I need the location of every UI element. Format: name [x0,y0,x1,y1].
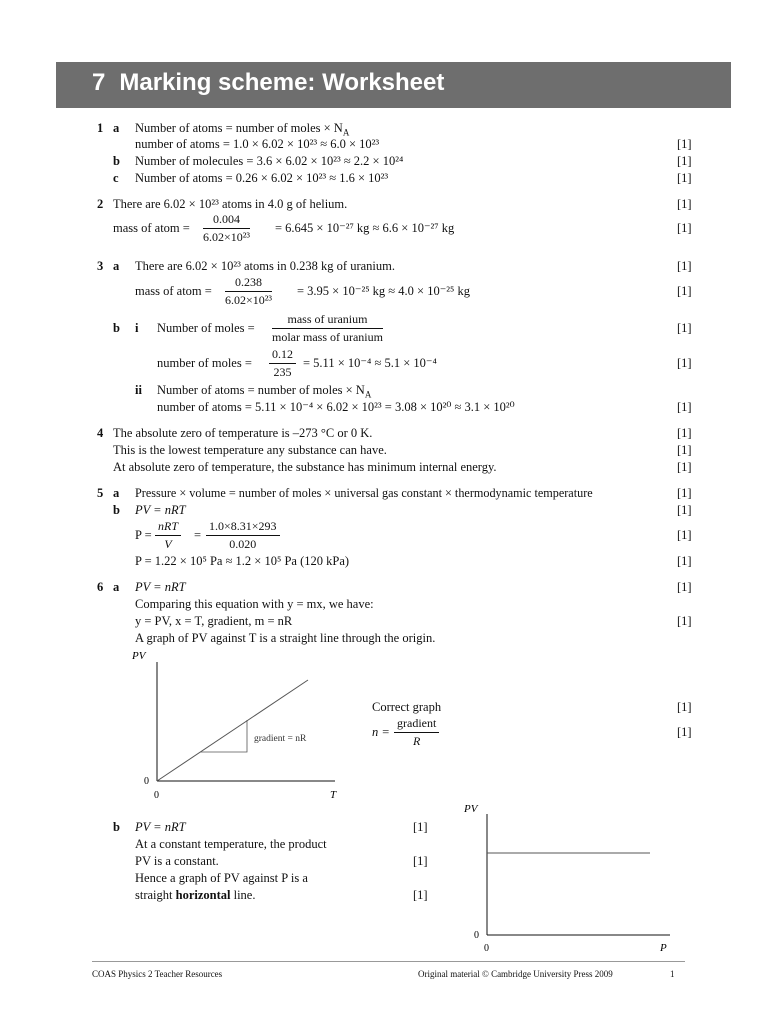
fraction-denominator: 6.02×10²³ [203,230,250,244]
q6a-line1: PV = nRT [135,580,186,594]
q3bi-line2-fraction [269,347,296,380]
q6a-line3: y = PV, x = T, gradient, m = nR [135,614,293,628]
footer-divider [92,961,685,962]
q4-number: 4 [97,426,104,440]
q6b-line5: straight horizontal line. [135,888,256,902]
page-number: 1 [670,969,675,979]
graph-b-x-label: P [660,942,667,954]
q3bi-fraction [272,312,383,345]
footer-copyright: Original material © Cambridge University Press 2009 [418,969,613,979]
mark: [1] [677,426,692,440]
graph-b-origin-x: 0 [484,943,489,954]
graph-pv-vs-p [460,800,685,955]
q3-number: 3 [97,259,104,273]
q6b-line4: Hence a graph of PV against P is a [135,871,308,885]
fraction-numerator: 1.0×8.31×293 [206,519,280,536]
q1a-label: a [113,121,120,135]
mark: [1] [677,356,692,370]
mark: [1] [413,854,428,868]
graph-a-origin-x: 0 [154,790,159,801]
fraction-numerator: nRT [155,519,181,536]
q4-line1: The absolute zero of temperature is –273 °C or 0 K. [113,426,373,440]
q1a-line1: Number of atoms = number of moles × $N_A$ [135,121,350,138]
mark: [1] [677,400,692,414]
q5b-fraction1 [155,519,181,552]
fraction-numerator: mass of uranium [272,312,383,329]
chapter-number: 7 [92,69,106,96]
mark: [1] [677,171,692,185]
q3bii-label: ii [135,383,142,397]
mark: [1] [413,820,428,834]
q5b-equals: = [194,528,202,542]
fraction-denominator: 0.020 [229,537,257,551]
q6a-correct-graph: Correct graph [372,700,442,714]
mark: [1] [677,486,692,500]
q4-line3: At absolute zero of temperature, the substance has minimum internal energy. [113,460,497,474]
q3bi-line2-result: = 5.11 × 10⁻⁴ ≈ 5.1 × 10⁻⁴ [303,356,437,370]
q6b-line3: PV is a constant. [135,854,219,868]
q3bii-line1: Number of atoms = number of moles × $N_A$ [157,383,372,400]
q5a-label: a [113,486,120,500]
mark: [1] [677,221,692,235]
fraction-denominator: molar mass of uranium [272,330,383,344]
mark: [1] [677,137,692,151]
q4-line2: This is the lowest temperature any substance can have. [113,443,387,457]
fraction-denominator: 6.02×10²³ [225,293,272,307]
q3bi-line2-prefix: number of moles = [157,356,252,370]
mark: [1] [677,259,692,273]
q3a-line1: There are 6.02 × 10²³ atoms in 0.238 kg of uranium. [135,259,395,273]
mark: [1] [677,614,692,628]
graph-pv-vs-t [130,648,350,803]
graph-b-origin-y: 0 [474,930,479,941]
q6b-label: b [113,820,120,834]
q2-result: = 6.645 × 10⁻²⁷ kg ≈ 6.6 × 10⁻²⁷ kg [275,221,455,235]
q6b-line2: At a constant temperature, the product [135,837,327,851]
q5b-label: b [113,503,120,517]
q5b-line1: PV = nRT [135,503,186,517]
mark: [1] [677,528,692,542]
chapter-title: Marking scheme: Worksheet [119,69,445,96]
q3a-result: = 3.95 × 10⁻²⁵ kg ≈ 4.0 × 10⁻²⁵ kg [297,284,471,298]
q1a-line2: number of atoms = 1.0 × 6.02 × 10²³ ≈ 6.0 × 10²³ [135,137,380,151]
mark: [1] [677,503,692,517]
mark: [1] [677,460,692,474]
q2-number: 2 [97,197,104,211]
q6b-line1: PV = nRT [135,820,186,834]
fraction-denominator: R [412,734,421,748]
graph-a-y-label: PV [132,650,146,662]
mark: [1] [677,554,692,568]
fraction-numerator: 0.004 [203,212,250,229]
graph-b-y-label: PV [464,803,478,815]
q6a-n-fraction [394,716,439,749]
q6a-label: a [113,580,120,594]
q3b-label: b [113,321,120,335]
q5-number: 5 [97,486,104,500]
q3a-mass-prefix: mass of atom = [135,284,212,298]
q1c-label: c [113,171,119,185]
q6-number: 6 [97,580,104,594]
page-title [92,69,444,97]
q3bi-prefix: Number of moles = [157,321,255,335]
fraction-numerator: 0.238 [225,275,272,292]
graph-a-x-label: T [330,789,337,801]
fraction-denominator: V [164,537,172,551]
q2-fraction [203,212,250,245]
q3a-label: a [113,259,120,273]
mark: [1] [677,443,692,457]
q5b-p-prefix: P = [135,528,152,542]
q3a-fraction [225,275,272,308]
q2-line1: There are 6.02 × 10²³ atoms in 4.0 g of helium. [113,197,348,211]
mark: [1] [677,725,692,739]
q5b-line3: P = 1.22 × 10⁵ Pa ≈ 1.2 × 10⁵ Pa (120 kPa) [135,554,350,568]
q1c-line: Number of atoms = 0.26 × 6.02 × 10²³ ≈ 1.6 × 10²³ [135,171,389,185]
q6a-line4: A graph of PV against T is a straight line through the origin. [135,631,436,645]
mark: [1] [677,700,692,714]
mark: [1] [677,284,692,298]
q1b-line: Number of molecules = 3.6 × 6.02 × 10²³ ≈ 2.2 × 10²⁴ [135,154,404,168]
title-banner [56,62,731,108]
q3bi-label: i [135,321,139,335]
q6a-line2: Comparing this equation with y = mx, we have: [135,597,374,611]
footer-left: COAS Physics 2 Teacher Resources [92,969,223,979]
q1-number: 1 [97,121,104,135]
mark: [1] [677,197,692,211]
q1b-label: b [113,154,120,168]
q5b-fraction2 [206,519,280,552]
gradient-label: gradient = nR [254,734,307,744]
mark: [1] [677,154,692,168]
fraction-numerator: gradient [394,716,439,733]
q5a-line: Pressure × volume = number of moles × universal gas constant × thermodynamic temperature [135,486,593,500]
mark: [1] [677,580,692,594]
fraction-numerator: 0.12 [269,347,296,364]
mark: [1] [677,321,692,335]
q2-mass-prefix: mass of atom = [113,221,190,235]
fraction-denominator: 235 [273,365,292,379]
q6a-n-prefix: n = [372,725,390,739]
graph-a-data-line [157,680,308,781]
q3bii-line2: number of atoms = 5.11 × 10⁻⁴ × 6.02 × 10²³ = 3.08 × 10²⁰ ≈ 3.1 × 10²⁰ [157,400,515,414]
mark: [1] [413,888,428,902]
graph-a-origin-y: 0 [144,776,149,787]
